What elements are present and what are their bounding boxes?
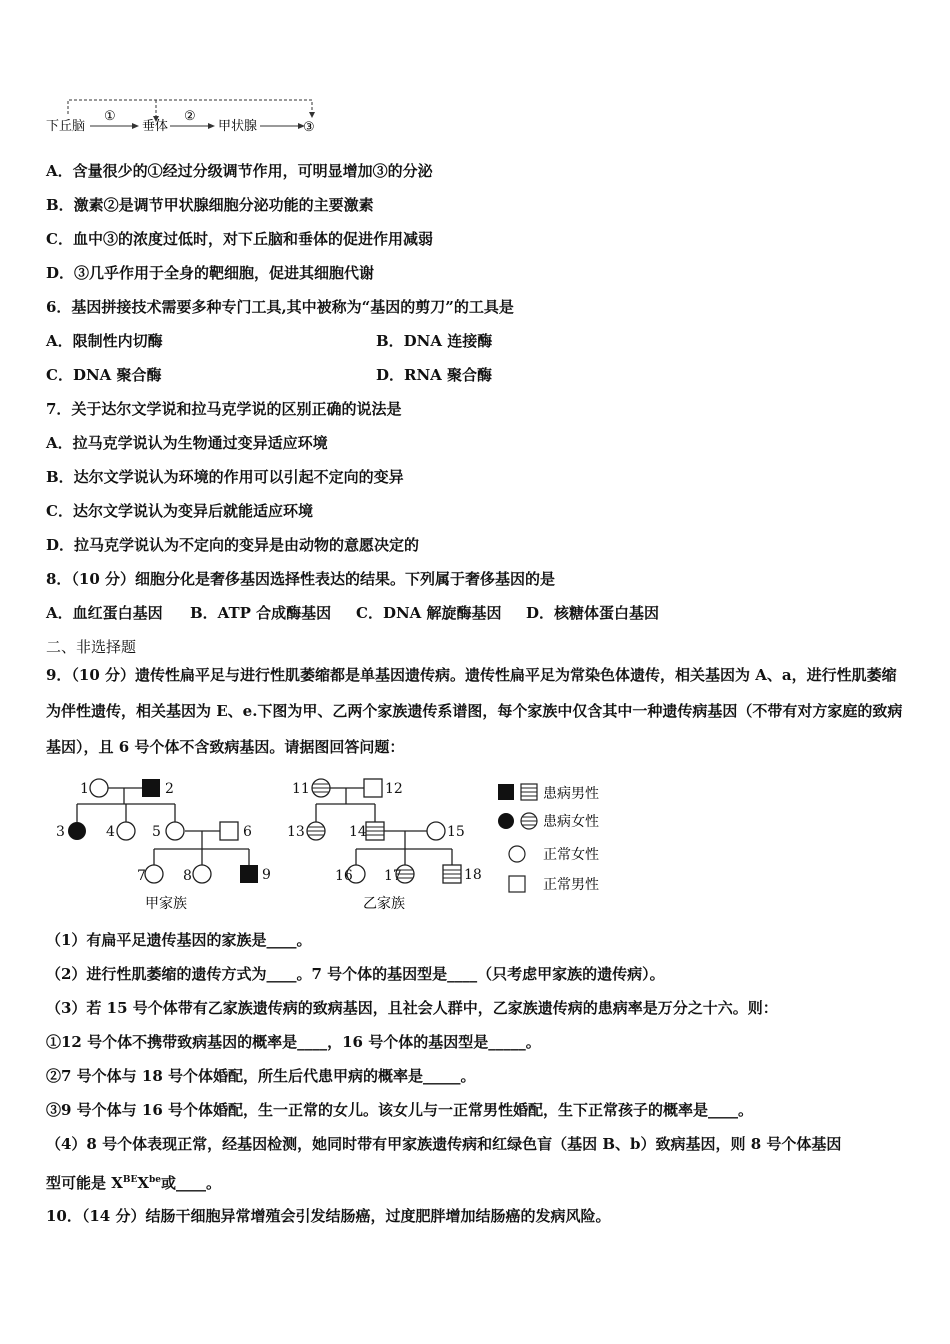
q9-sub1: （1）有扁平足遗传基因的家族是____。	[46, 931, 312, 949]
flow-node-thyroid: 甲状腺	[218, 119, 258, 134]
q9-sub3: （3）若 15 号个体带有乙家族遗传病的致病基因，且社会人群中，乙家族遗传病的患病率是万分之十六。则：	[46, 999, 778, 1017]
sub4-sup-2: be	[148, 1175, 162, 1185]
label-12: 12	[385, 781, 403, 797]
label-17: 17	[384, 868, 402, 884]
flow-node-hypothalamus: 下丘脑	[46, 119, 86, 134]
q6-option-c: C．DNA 聚合酶	[46, 366, 162, 384]
individual-2	[142, 779, 160, 797]
individual-7	[145, 865, 163, 883]
label-9: 9	[262, 867, 271, 883]
individual-12	[364, 779, 382, 797]
individual-13	[307, 822, 325, 840]
flow-arrow-label-1: ①	[104, 109, 116, 124]
label-4: 4	[106, 824, 115, 840]
label-18: 18	[464, 867, 482, 883]
pedigree-diagram	[50, 770, 630, 915]
q8-stem: 8．（10 分）细胞分化是奢侈基因选择性表达的结果。下列属于奢侈基因的是	[46, 570, 556, 588]
legend-normal-male: 正常男性	[543, 877, 599, 893]
individual-6	[220, 822, 238, 840]
q8-option-b: B．ATP 合成酶基因	[190, 604, 332, 622]
family2-label: 乙家族	[363, 896, 405, 912]
sub4-text-2: X	[137, 1174, 149, 1192]
individual-3	[68, 822, 86, 840]
legend-affected-female: 患病女性	[543, 814, 599, 830]
q9-sub3-3: ③9 号个体与 16 号个体婚配，生一正常的女儿。该女儿与一正常男性婚配，生下正常孩子的概率是____。	[46, 1101, 753, 1119]
legend-affected-male: 患病男性	[543, 786, 599, 802]
sub4-text-1: 型可能是 X	[46, 1174, 123, 1192]
legend	[498, 784, 599, 893]
q5-option-d: D．③几乎作用于全身的靶细胞，促进其细胞代谢	[46, 264, 375, 282]
individual-14	[366, 822, 384, 840]
q7-option-d: D．拉马克学说认为不定向的变异是由动物的意愿决定的	[46, 536, 420, 554]
q6-option-d: D．RNA 聚合酶	[376, 366, 493, 384]
q8-option-d: D．核糖体蛋白基因	[526, 604, 660, 622]
label-11: 11	[292, 781, 310, 797]
q5-option-b: B．激素②是调节甲状腺细胞分泌功能的主要激素	[46, 196, 374, 214]
individual-11	[312, 779, 330, 797]
individual-9	[240, 865, 258, 883]
q9-sub3-2: ②7 号个体与 18 号个体婚配，所生后代患甲病的概率是_____。	[46, 1067, 476, 1085]
q6-option-b: B．DNA 连接酶	[376, 332, 493, 350]
label-15: 15	[447, 824, 465, 840]
flow-arrow-label-2: ②	[184, 109, 196, 124]
individual-5	[166, 822, 184, 840]
q9-stem: 9．（10 分）遗传性扁平足与进行性肌萎缩都是单基因遗传病。遗传性扁平足为常染色体遗传，相关基因为 A、a，进行性肌萎缩为伴性遗传，相关基因为 E、e.下图为甲、乙两个家族遗传系谱图，每个家族中仅含其中一种遗传病基因（不带有对方家庭的致病基因），且 6 号个体不含致病基因。请据图回答问题：	[46, 666, 903, 756]
sub4-text-3: 或____。	[161, 1174, 222, 1192]
q9-sub4: （4）8 号个体表现正常，经基因检测，她同时带有甲家族遗传病和红绿色盲（基因 B、b）致病基因，则 8 号个体基因	[46, 1135, 842, 1153]
label-7: 7	[137, 868, 146, 884]
q7-option-a: A．拉马克学说认为生物通过变异适应环境	[46, 434, 328, 452]
flow-node-hormone3: ③	[303, 120, 315, 135]
individual-8	[193, 865, 211, 883]
family1-label: 甲家族	[145, 896, 187, 912]
q8-option-c: C．DNA 解旋酶基因	[356, 604, 502, 622]
label-8: 8	[183, 868, 192, 884]
section-heading: 二、非选择题	[46, 638, 137, 656]
q7-option-b: B．达尔文学说认为环境的作用可以引起不定向的变异	[46, 468, 404, 486]
individual-18	[443, 865, 461, 883]
label-16: 16	[335, 868, 353, 884]
q9-sub3-1: ①12 号个体不携带致病基因的概率是____，16 号个体的基因型是_____。	[46, 1033, 541, 1051]
sub4-sup-1: BE	[122, 1175, 138, 1185]
q8-option-a: A．血红蛋白基因	[46, 604, 163, 622]
q5-option-a: A．含量很少的①经过分级调节作用，可明显增加③的分泌	[46, 162, 433, 180]
q7-option-c: C．达尔文学说认为变异后就能适应环境	[46, 502, 313, 520]
individual-1	[90, 779, 108, 797]
q6-option-a: A．限制性内切酶	[46, 332, 163, 350]
hormone-flow-diagram	[44, 96, 334, 138]
individual-4	[117, 822, 135, 840]
flow-node-pituitary: 垂体	[142, 119, 169, 134]
label-6: 6	[243, 824, 252, 840]
individual-15	[427, 822, 445, 840]
legend-normal-female: 正常女性	[543, 847, 599, 863]
q9-sub4-cont	[46, 1169, 221, 1194]
q10-stem: 10．（14 分）结肠干细胞异常增殖会引发结肠癌，过度肥胖增加结肠癌的发病风险。	[46, 1207, 611, 1225]
q6-stem: 6．基因拼接技术需要多种专门工具,其中被称为“基因的剪刀”的工具是	[46, 298, 514, 316]
q7-stem: 7．关于达尔文学说和拉马克学说的区别正确的说法是	[46, 400, 402, 418]
label-13: 13	[287, 824, 305, 840]
label-5: 5	[152, 824, 161, 840]
label-2: 2	[165, 781, 174, 797]
label-1: 1	[80, 781, 89, 797]
label-14: 14	[349, 824, 367, 840]
q5-option-c: C．血中③的浓度过低时，对下丘脑和垂体的促进作用减弱	[46, 230, 433, 248]
q9-sub2: （2）进行性肌萎缩的遗传方式为____。7 号个体的基因型是____（只考虑甲家族的遗传病）。	[46, 965, 665, 983]
label-3: 3	[56, 824, 65, 840]
